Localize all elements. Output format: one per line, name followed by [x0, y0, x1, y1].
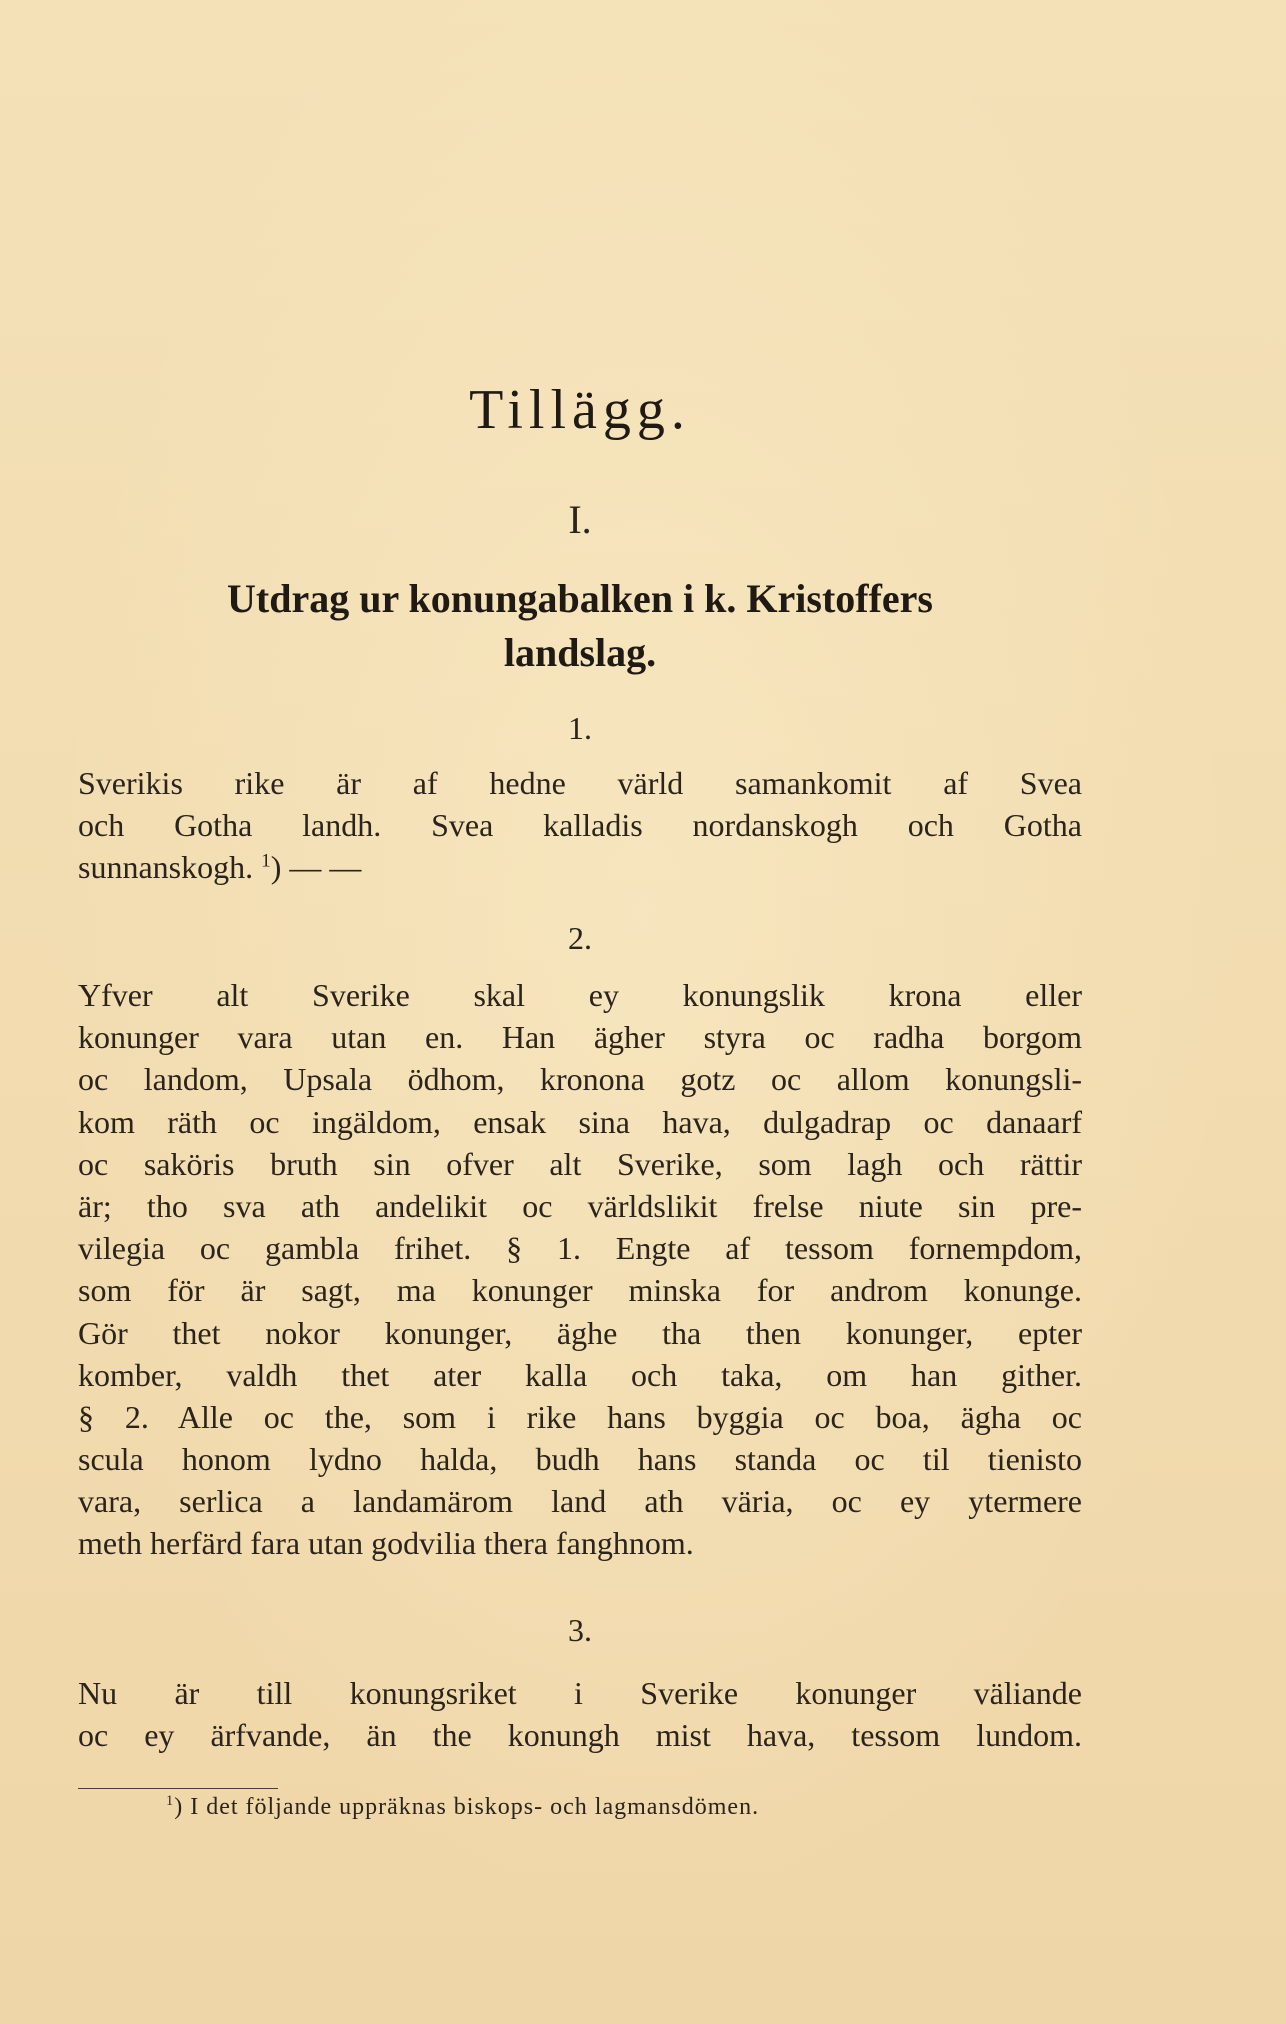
text-line: kom räth oc ingäldom, ensak sina hava, dulgadrap oc danaarf	[78, 1103, 1082, 1140]
heading-line: landslag.	[503, 630, 657, 675]
text-line: och Gotha landh. Svea kalladis nordanskogh och Gotha	[78, 807, 1082, 844]
section-2-text	[78, 974, 1082, 1565]
footnote-marker: 1	[261, 850, 271, 872]
text-line: Nu är till konungsriket i Sverike konunger väliande	[78, 1675, 1082, 1711]
section-1-text	[78, 762, 1082, 889]
section-number-1: 1.	[568, 710, 592, 746]
heading-line: Utdrag ur konungabalken i k. Kristoffers	[226, 576, 933, 621]
text-line	[78, 846, 1082, 888]
text-line: meth herfärd fara utan godvilia thera fanghnom.	[78, 1525, 694, 1562]
footnote-divider	[78, 1788, 278, 1789]
footnote-text: ) I det följande uppräknas biskops- och lagmansdömen.	[174, 1794, 760, 1820]
text-line-content: sunnanskogh.	[78, 849, 254, 886]
text-line: oc ey ärfvande, än the konungh mist hava, tessom lundom.	[78, 1717, 1082, 1754]
text-line-tail: ) — —	[270, 849, 362, 886]
section-number-3: 3.	[568, 1612, 592, 1648]
text-line: vilegia oc gambla frihet. § 1. Engte af tessom fornempdom,	[78, 1230, 1082, 1267]
part-number: I.	[568, 497, 592, 542]
text-line: konunger vara utan en. Han ägher styra oc radha borgom	[78, 1019, 1082, 1056]
text-line: § 2. Alle oc the, som i rike hans byggia oc boa, ägha oc	[78, 1398, 1082, 1435]
text-line: vara, serlica a landamärom land ath väria, oc ey ytermere	[78, 1483, 1082, 1520]
page-title: Tillägg.	[469, 379, 691, 441]
footnote-marker: 1	[166, 1793, 175, 1809]
text-line: Sverikis rike är af hedne värld samankomit af Svea	[78, 765, 1082, 801]
text-line: oc saköris bruth sin ofver alt Sverike, som lagh och rättir	[78, 1145, 1082, 1182]
section-heading	[140, 572, 1020, 680]
text-line: är; tho sva ath andelikit oc världslikit frelse niute sin pre-	[78, 1187, 1082, 1224]
text-line: oc landom, Upsala ödhom, kronona gotz oc allom konungsli-	[78, 1061, 1082, 1098]
text-line: Yfver alt Sverike skal ey konungslik krona eller	[78, 977, 1082, 1013]
text-line: scula honom lydno halda, budh hans standa oc til tienisto	[78, 1441, 1082, 1478]
section-number-2: 2.	[568, 920, 592, 956]
section-3-text	[78, 1672, 1082, 1756]
footnote	[166, 1794, 759, 1821]
text-line: som för är sagt, ma konunger minska for androm konunge.	[78, 1272, 1082, 1309]
text-line: Gör thet nokor konunger, äghe tha then konunger, epter	[78, 1314, 1082, 1351]
text-line: komber, valdh thet ater kalla och taka, om han gither.	[78, 1356, 1082, 1393]
